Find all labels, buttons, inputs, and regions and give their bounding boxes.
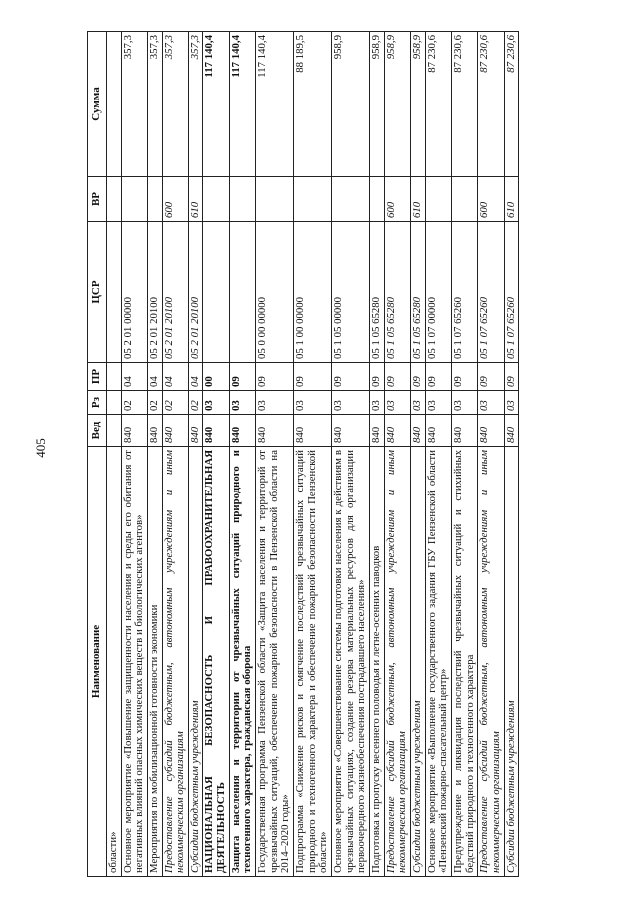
cell-vr: 610 <box>410 177 425 222</box>
page-number: 405 <box>33 438 48 458</box>
table-row <box>121 32 147 877</box>
cell-name: области» <box>106 447 121 877</box>
cell-rz: 03 <box>425 391 451 415</box>
cell-vr <box>256 177 294 222</box>
cell-pr <box>106 363 121 391</box>
cell-ved: 840 <box>504 415 519 447</box>
cell-vr: 610 <box>504 177 519 222</box>
cell-rz: 02 <box>162 391 188 415</box>
cell-ved: 840 <box>370 415 385 447</box>
cell-csr: 05 1 05 65280 <box>370 222 385 363</box>
cell-ved <box>106 415 121 447</box>
cell-rz: 03 <box>504 391 519 415</box>
table-row <box>256 32 294 877</box>
cell-name: Предоставление субсидий бюджетным, автономным учреждениям и иным некоммерческим организациям <box>162 447 188 877</box>
rotated-table-container <box>87 32 607 877</box>
header-csr: ЦСР <box>88 222 107 363</box>
cell-pr: 04 <box>147 363 162 391</box>
cell-csr: 05 2 01 20100 <box>188 222 203 363</box>
cell-rz: 03 <box>229 391 255 415</box>
budget-table <box>87 31 519 877</box>
table-row <box>229 32 255 877</box>
cell-sum: 357,3 <box>147 32 162 177</box>
cell-vr <box>203 177 229 222</box>
cell-ved: 840 <box>451 415 477 447</box>
table-row <box>451 32 477 877</box>
cell-vr: 600 <box>384 177 410 222</box>
table-row <box>332 32 370 877</box>
table-row <box>504 32 519 877</box>
table-row <box>425 32 451 877</box>
cell-name: Подготовка к пропуску весеннего половодья и летне-осенних паводков <box>370 447 385 877</box>
table-row <box>370 32 385 877</box>
cell-ved: 840 <box>425 415 451 447</box>
cell-csr: 05 1 05 00000 <box>332 222 370 363</box>
cell-name: Предоставление субсидий бюджетным, автономным учреждениям и иным некоммерческим организациям <box>478 447 504 877</box>
cell-name: Основное мероприятие «Совершенствование системы подготовки населения к действиям в чрезвычайных ситуациях, создание резерва материальных ресурсов для организации первоочередного жизнеобеспечения пострадавшего населения» <box>332 447 370 877</box>
table-row <box>478 32 504 877</box>
cell-sum: 958,9 <box>410 32 425 177</box>
header-ved: Вед <box>88 415 107 447</box>
cell-name: Защита населения и территории от чрезвычайных ситуаций природного и техногенного характера, гражданская оборона <box>229 447 255 877</box>
cell-sum: 357,3 <box>188 32 203 177</box>
cell-pr: 04 <box>121 363 147 391</box>
cell-rz: 03 <box>410 391 425 415</box>
cell-pr: 09 <box>478 363 504 391</box>
cell-name: Предоставление субсидий бюджетным, автономным учреждениям и иным некоммерческим организациям <box>384 447 410 877</box>
cell-vr: 600 <box>162 177 188 222</box>
cell-csr: 05 0 00 00000 <box>256 222 294 363</box>
cell-name: Субсидии бюджетным учреждениям <box>504 447 519 877</box>
cell-csr: 05 1 05 65280 <box>410 222 425 363</box>
cell-sum: 117 140,4 <box>203 32 229 177</box>
cell-sum: 87 230,6 <box>451 32 477 177</box>
cell-pr: 00 <box>203 363 229 391</box>
cell-rz: 03 <box>203 391 229 415</box>
header-pr: ПР <box>88 363 107 391</box>
cell-sum <box>106 32 121 177</box>
cell-ved: 840 <box>294 415 332 447</box>
cell-pr: 09 <box>229 363 255 391</box>
cell-name: Субсидии бюджетным учреждениям <box>410 447 425 877</box>
cell-name: Субсидии бюджетным учреждениям <box>188 447 203 877</box>
cell-sum: 87 230,6 <box>478 32 504 177</box>
cell-pr: 09 <box>425 363 451 391</box>
header-sum: Сумма <box>88 32 107 177</box>
cell-sum: 117 140,4 <box>229 32 255 177</box>
table-row <box>203 32 229 877</box>
cell-rz: 02 <box>121 391 147 415</box>
cell-rz: 02 <box>147 391 162 415</box>
cell-name: Государственная программа Пензенской области «Защита населения и территорий от чрезвычайных ситуаций, обеспечение пожарной безопасности в Пензенской области на 2014–2020 годы» <box>256 447 294 877</box>
cell-ved: 840 <box>384 415 410 447</box>
cell-ved: 840 <box>256 415 294 447</box>
cell-vr <box>229 177 255 222</box>
cell-ved: 840 <box>147 415 162 447</box>
cell-name: Подпрограмма «Снижение рисков и смягчение последствий чрезвычайных ситуаций природного и техногенного характера и обеспечение пожарной безопасности Пензенской области» <box>294 447 332 877</box>
cell-ved: 840 <box>121 415 147 447</box>
cell-sum: 87 230,6 <box>504 32 519 177</box>
cell-rz: 03 <box>294 391 332 415</box>
header-rz: Рз <box>88 391 107 415</box>
cell-rz: 03 <box>256 391 294 415</box>
cell-vr: 600 <box>478 177 504 222</box>
cell-ved: 840 <box>162 415 188 447</box>
cell-csr: 05 2 01 20100 <box>147 222 162 363</box>
cell-sum: 357,3 <box>121 32 147 177</box>
cell-csr: 05 1 00 00000 <box>294 222 332 363</box>
cell-csr: 05 1 07 65260 <box>504 222 519 363</box>
cell-sum: 88 189,5 <box>294 32 332 177</box>
cell-vr <box>451 177 477 222</box>
cell-ved: 840 <box>478 415 504 447</box>
cell-csr: 05 1 05 65280 <box>384 222 410 363</box>
cell-vr <box>425 177 451 222</box>
cell-sum: 958,9 <box>384 32 410 177</box>
cell-rz: 03 <box>384 391 410 415</box>
cell-sum: 87 230,6 <box>425 32 451 177</box>
cell-vr <box>147 177 162 222</box>
cell-pr: 09 <box>332 363 370 391</box>
table-row <box>384 32 410 877</box>
cell-ved: 840 <box>410 415 425 447</box>
cell-csr: 05 1 07 65260 <box>478 222 504 363</box>
table-row <box>106 32 121 877</box>
cell-csr: 05 1 07 00000 <box>425 222 451 363</box>
cell-name: Предупреждение и ликвидация последствий чрезвычайных ситуаций и стихийных бедствий природного и техногенного характера <box>451 447 477 877</box>
table-header-row <box>88 32 107 877</box>
cell-pr: 04 <box>162 363 188 391</box>
cell-pr: 09 <box>294 363 332 391</box>
cell-pr: 09 <box>410 363 425 391</box>
cell-rz: 03 <box>478 391 504 415</box>
cell-pr: 09 <box>370 363 385 391</box>
cell-name: НАЦИОНАЛЬНАЯ БЕЗОПАСНОСТЬ И ПРАВООХРАНИТЕЛЬНАЯ ДЕЯТЕЛЬНОСТЬ <box>203 447 229 877</box>
cell-rz <box>106 391 121 415</box>
cell-csr <box>203 222 229 363</box>
cell-vr <box>294 177 332 222</box>
cell-csr <box>229 222 255 363</box>
cell-csr: 05 2 01 20100 <box>162 222 188 363</box>
cell-rz: 03 <box>370 391 385 415</box>
cell-sum: 958,9 <box>370 32 385 177</box>
cell-pr: 09 <box>256 363 294 391</box>
cell-rz: 02 <box>188 391 203 415</box>
cell-ved: 840 <box>188 415 203 447</box>
cell-sum: 357,3 <box>162 32 188 177</box>
cell-vr <box>121 177 147 222</box>
cell-csr: 05 1 07 65260 <box>451 222 477 363</box>
cell-pr: 09 <box>451 363 477 391</box>
header-vr: ВР <box>88 177 107 222</box>
cell-ved: 840 <box>332 415 370 447</box>
cell-pr: 09 <box>504 363 519 391</box>
cell-sum: 117 140,4 <box>256 32 294 177</box>
table-row <box>294 32 332 877</box>
cell-vr <box>370 177 385 222</box>
cell-rz: 03 <box>451 391 477 415</box>
cell-ved: 840 <box>203 415 229 447</box>
cell-pr: 04 <box>188 363 203 391</box>
cell-pr: 09 <box>384 363 410 391</box>
cell-ved: 840 <box>229 415 255 447</box>
cell-csr: 05 2 01 00000 <box>121 222 147 363</box>
table-row <box>147 32 162 877</box>
table-row <box>410 32 425 877</box>
cell-name: Мероприятия по мобилизационной готовности экономики <box>147 447 162 877</box>
cell-vr: 610 <box>188 177 203 222</box>
cell-rz: 03 <box>332 391 370 415</box>
cell-name: Основное мероприятие «Выполнение государственного задания ГБУ Пензенской области «Пензенский пожарно-спасательный центр» <box>425 447 451 877</box>
cell-csr <box>106 222 121 363</box>
cell-sum: 958,9 <box>332 32 370 177</box>
cell-vr <box>106 177 121 222</box>
header-name: Наименование <box>88 447 107 877</box>
table-row <box>162 32 188 877</box>
table-row <box>188 32 203 877</box>
cell-name: Основное мероприятие «Повышение защищенности населения и среды его обитания от негативных влияний опасных химических веществ и биологических агентов» <box>121 447 147 877</box>
cell-vr <box>332 177 370 222</box>
